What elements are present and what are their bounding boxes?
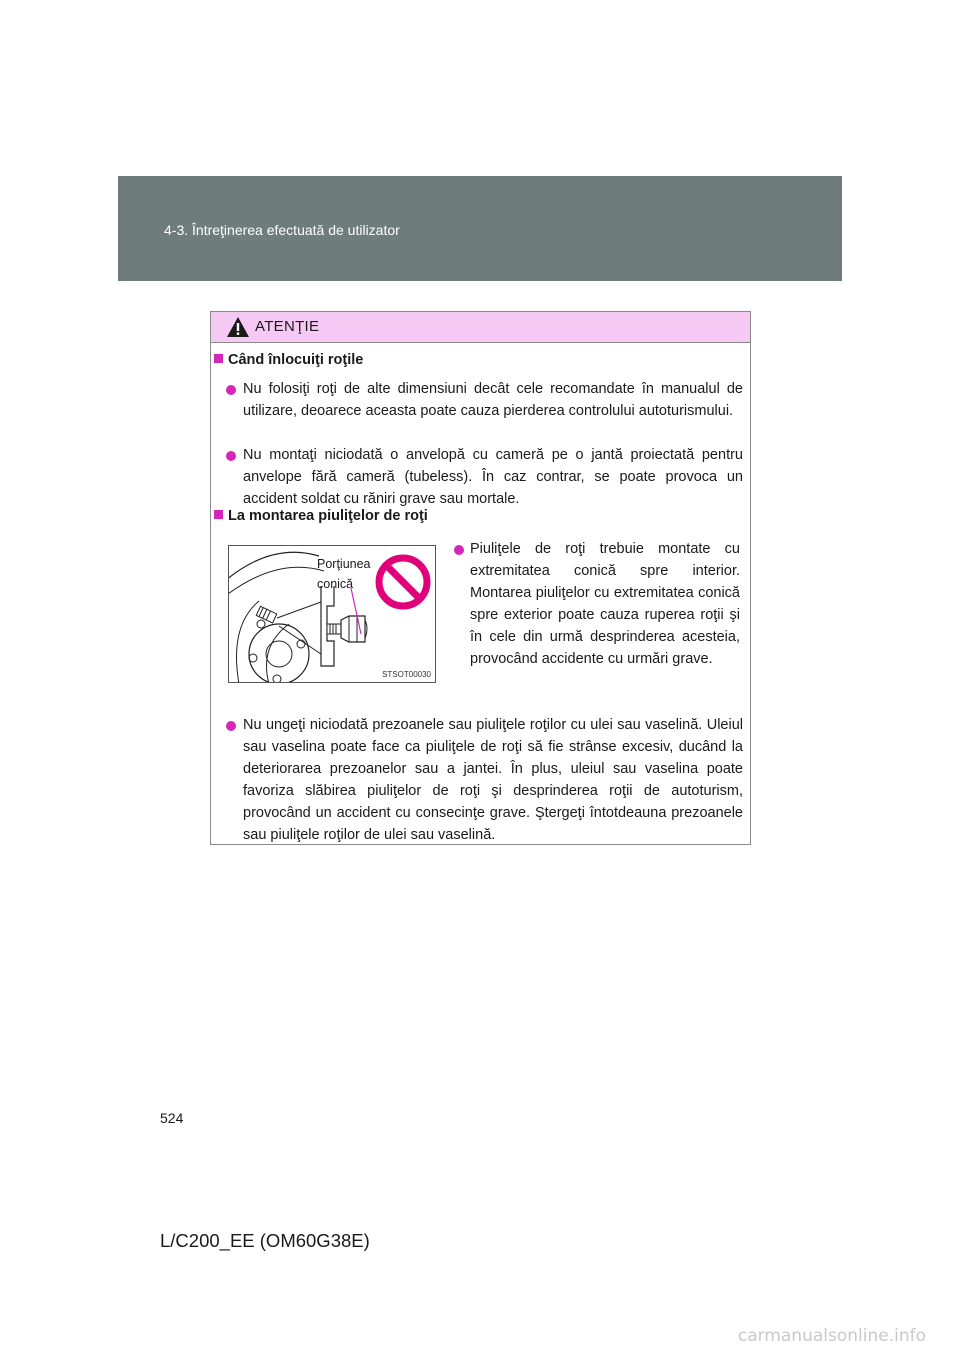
bullet-dot-icon bbox=[226, 721, 236, 731]
wheel-nut-illustration bbox=[228, 545, 436, 683]
section-heading-wheels bbox=[214, 352, 363, 368]
bullet-no-lubricant: Nu ungeţi niciodată prezoanele sau piuliţele roţilor cu ulei sau vaselină. Uleiul sau vaselina poate face ca piuliţele de roţi să fie strânse excesiv, ducând la deteriorarea prezoanelor sau a jantei. În plus, uleiul sau vaselina poate favoriza slăbirea piuliţelor de roţi şi desprinderea roţii de autoturism, provocând un accident cu consecinţe grave. Ştergeţi întotdeauna prezoanele sau piuliţele roţilor de ulei sau vaselină. bbox=[243, 717, 743, 843]
bullet-dot-icon bbox=[226, 451, 236, 461]
heading-text: Când înlocuiţi roţile bbox=[228, 352, 364, 368]
figure-code: STSOT00030 bbox=[382, 670, 431, 679]
page-number: 524 bbox=[160, 1110, 184, 1126]
section-heading-wheel-nuts bbox=[214, 508, 428, 524]
document-code: L/C200_EE (OM60G38E) bbox=[160, 1230, 370, 1251]
heading-text: La montarea piuliţelor de roţi bbox=[228, 508, 428, 524]
watermark: carmanualsonline.info bbox=[737, 1326, 926, 1346]
warning-header bbox=[211, 312, 750, 343]
warning-title: ATENŢIE bbox=[255, 318, 320, 335]
bullet-nut-orientation: Piuliţele de roţi trebuie montate cu extremitatea conică spre interior. Montarea piuliţelor cu extremitatea conică spre exterior poate cauza ruperea roţii şi în cele din urmă desprinderea acesteia, provocând accidente cu urmări grave. bbox=[470, 541, 740, 667]
bullet-dot-icon bbox=[226, 385, 236, 395]
warning-box bbox=[210, 311, 751, 845]
bullet-wheel-size: Nu folosiţi roţi de alte dimensiuni decât cele recomandate în manualul de utilizare, deoarece aceasta poate cauza pierderea controlului autoturismului. bbox=[243, 381, 743, 419]
figure-label-line2: conică bbox=[317, 577, 354, 591]
square-bullet-icon bbox=[214, 510, 223, 519]
section-title: 4-3. Întreţinerea efectuată de utilizator bbox=[164, 222, 400, 238]
bullet-tube-tire: Nu montaţi niciodată o anvelopă cu cameră pe o jantă proiectată pentru anvelope fără cameră (tubeless). În caz contrar, se poate provoca un accident soldat cu răniri grave sau mortale. bbox=[243, 447, 743, 507]
bullet-dot-icon bbox=[454, 545, 464, 555]
figure-label-line1: Porţiunea bbox=[317, 557, 371, 571]
square-bullet-icon bbox=[214, 354, 223, 363]
warning-triangle-icon bbox=[226, 316, 250, 338]
section-header-band bbox=[118, 176, 842, 281]
